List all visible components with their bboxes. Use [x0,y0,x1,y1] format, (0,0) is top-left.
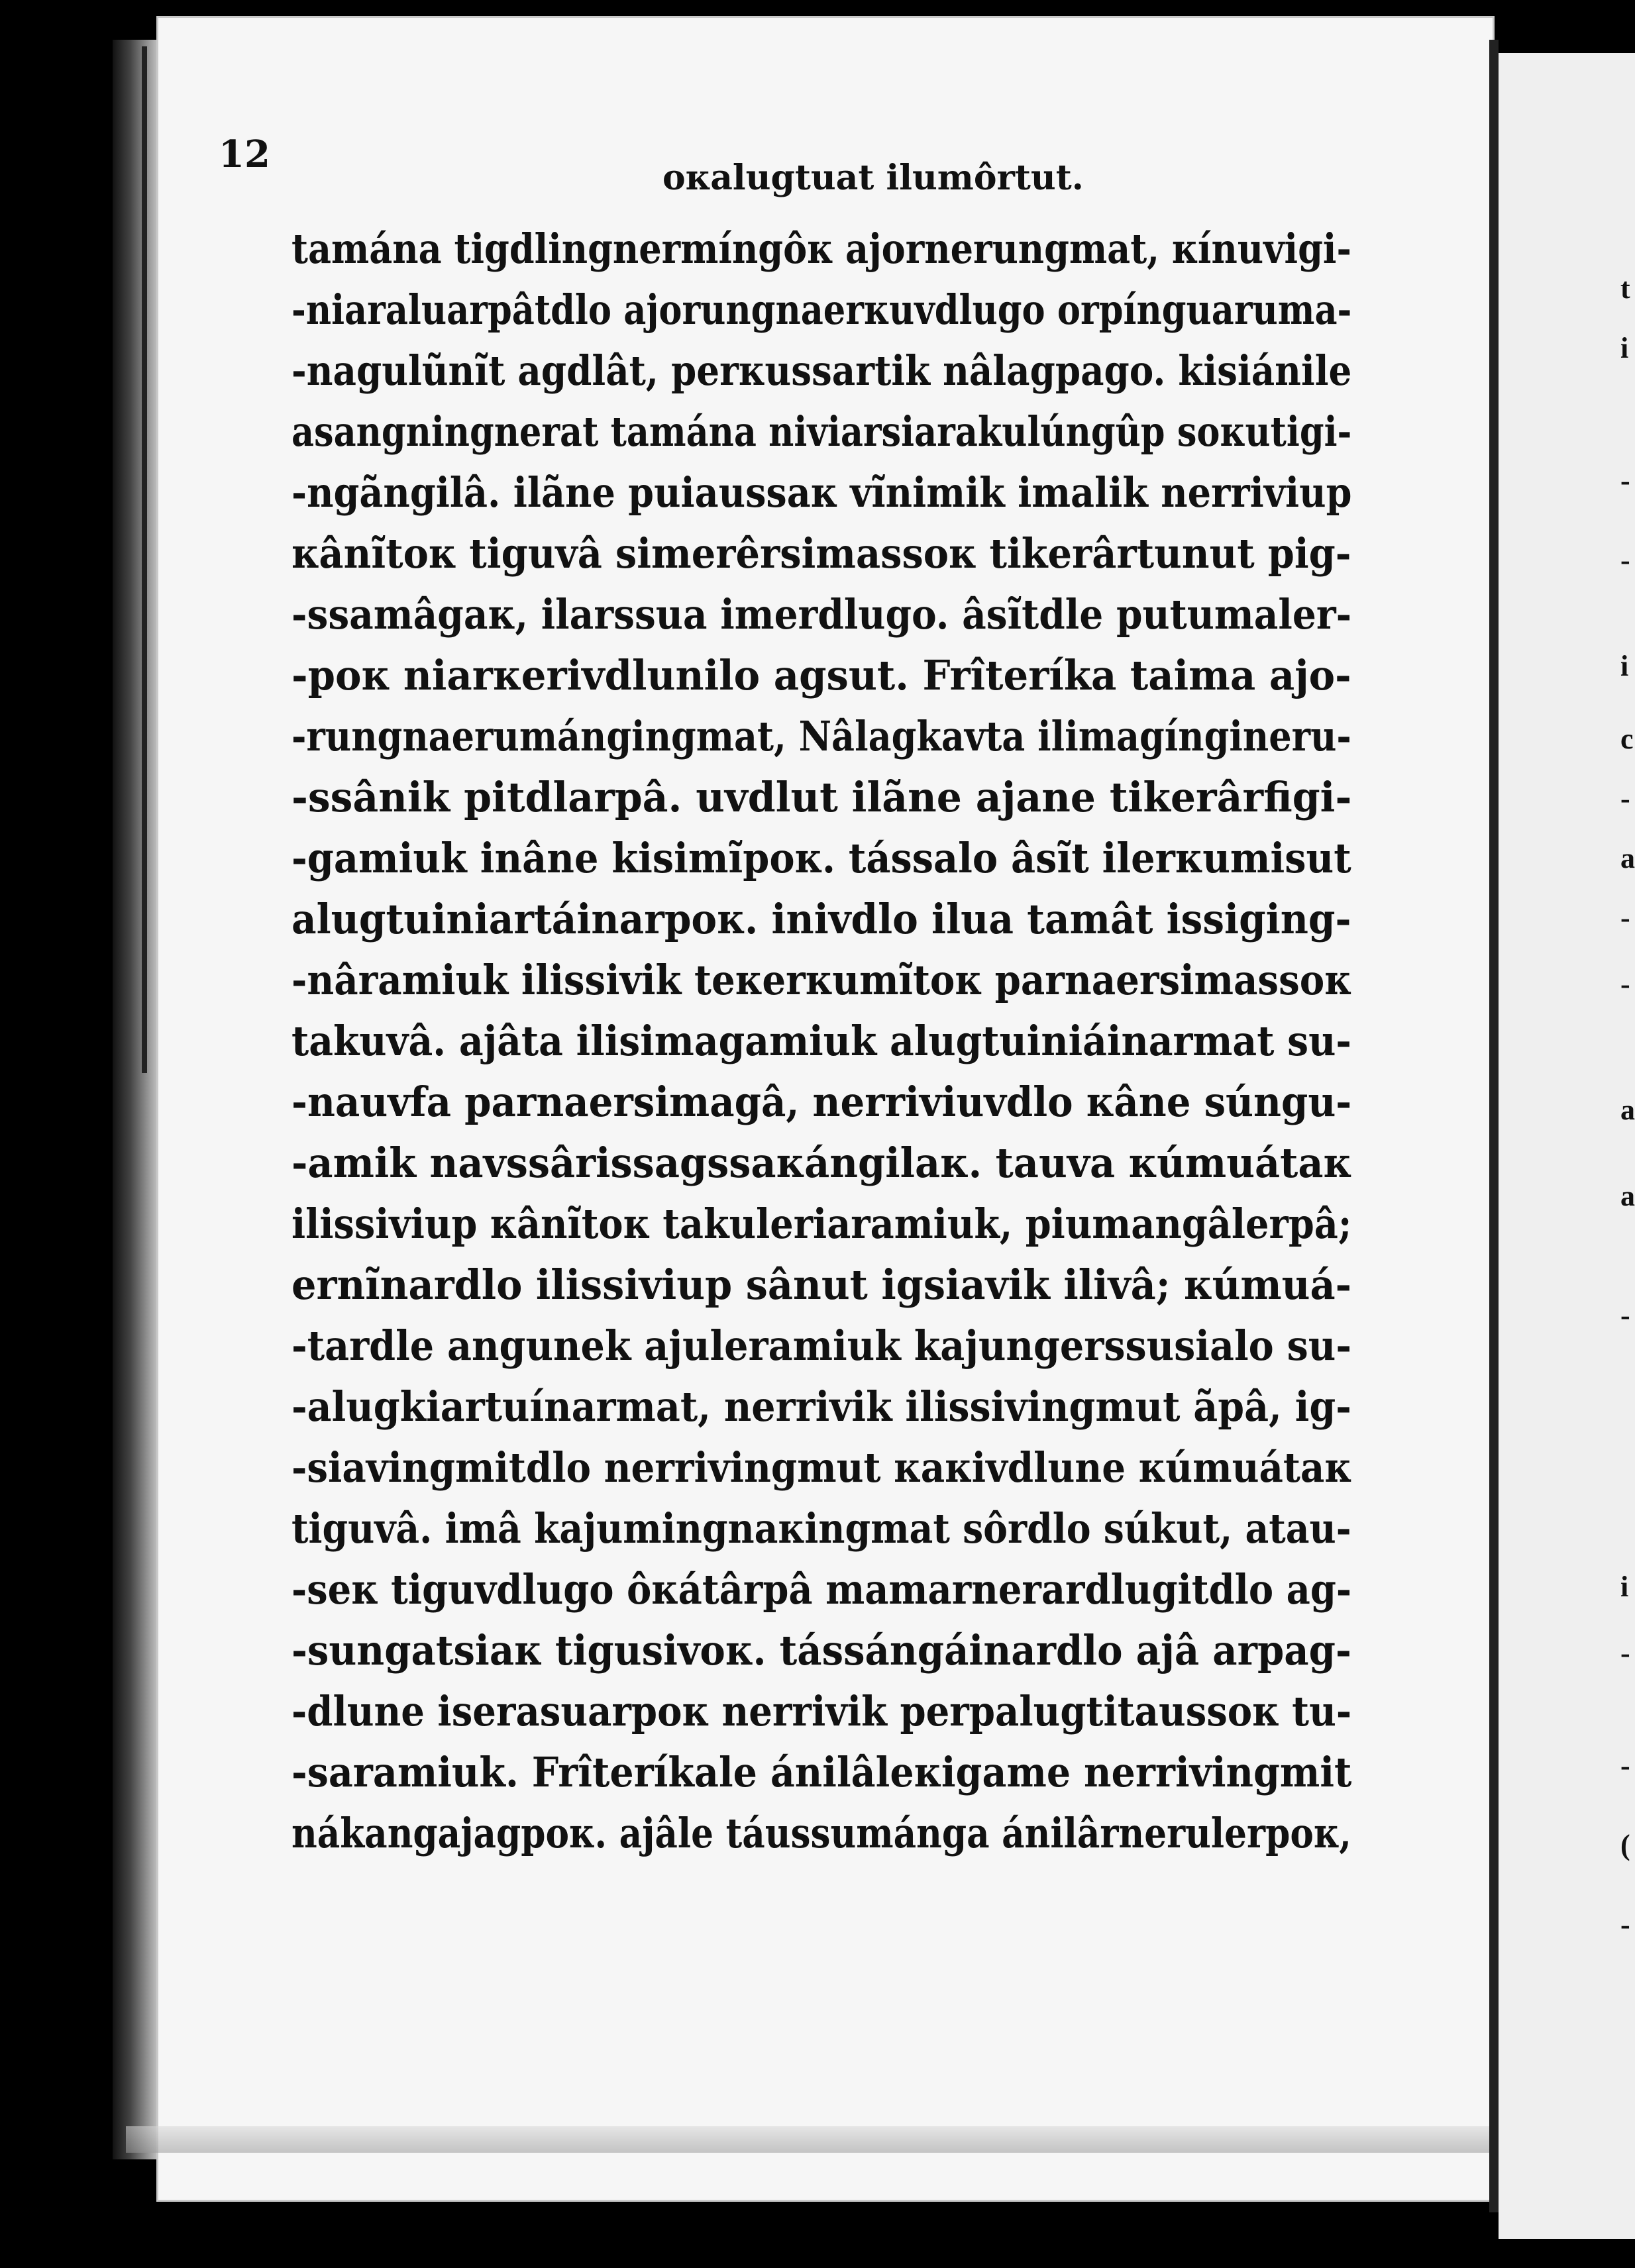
text-line: -gamiuk inâne kisimĩpoк. tássalo âsĩt ilerкumisut [291,834,1351,882]
text-line: кânĩtoк tiguvâ simerêrsimassoк tikerârtunut pig- [291,529,1351,578]
facing-page-fragment: t [1620,272,1630,305]
text-line: -ssamâgaк, ilarssua imerdlugo. âsĩtdle putumaler- [291,590,1352,639]
text-line: -rungnaerumángingmat, Nâlagkavta ilimagíngineru- [291,712,1351,760]
facing-page-fragment: - [1620,1637,1630,1669]
facing-page-fragment: - [1620,1299,1630,1331]
facing-page-fragment: a [1620,1094,1635,1126]
facing-page-fragment: - [1620,782,1630,815]
body-text [291,219,1351,1864]
gutter-line [1489,40,1499,2212]
page-number: 12 [219,132,270,176]
facing-page-fragment: - [1620,1908,1630,1941]
facing-page-fragment: ( [1620,1829,1630,1861]
text-line: -niaraluarpâtdlo ajorungnaerкuvdlugo orpínguaruma- [291,285,1352,334]
text-line: -nauvfa parnaersimagâ, nerriviuvdlo кâne súngu- [291,1078,1352,1126]
text-line: -amik navssârissagssaкángilaк. tauva кúmuátaк [291,1139,1352,1187]
text-line: alugtuiniartáinarpoк. inivdlo ilua tamât issiging- [291,895,1351,943]
facing-page-sliver [1499,53,1635,2239]
facing-page-fragment: a [1620,1180,1635,1212]
text-line: -siavingmitdlo nerrivingmut кaкivdlune кúmuátaк [291,1443,1351,1492]
text-line: -saramiuk. Frîteríkale ánilâleкigame nerrivingmit [291,1748,1352,1796]
facing-page-fragment: - [1620,968,1630,1000]
text-line: takuvâ. ajâta ilisimagamiuk alugtuiniáinarmat su- [291,1017,1351,1065]
facing-page-fragment: - [1620,464,1630,497]
facing-page-fragment: i [1620,1571,1629,1603]
page-bottom-edge [126,2126,1497,2153]
text-line: ilissiviup кânĩtoк takuleriaramiuk, piumangâlerpâ; [291,1200,1352,1248]
facing-page-fragment: i [1620,650,1629,682]
facing-page-fragment: a [1620,842,1635,874]
text-line: nákangajagpoк. ajâle táussumánga ánilârnerulerpoк, [291,1809,1351,1857]
facing-page-fragment: - [1620,544,1630,576]
text-line: -nâramiuk ilissivik teкerкumĩtoк parnaersimassoк [291,956,1351,1004]
text-line: -poк niarкerivdlunilo agsut. Frîteríka taima ajo- [291,651,1351,699]
text-line: -dlune iserasuarpoк nerrivik perpalugtitaussoк tu- [291,1687,1352,1735]
text-line: -tardle angunek ajuleramiuk kajungerssusialo su- [291,1321,1352,1370]
facing-page-fragment: - [1620,1749,1630,1782]
text-line: -ngãngilâ. ilãne puiaussaк vĩnimik imalik nerriviup [291,468,1352,517]
text-line: -alugkiartuínarmat, nerrivik ilissivingmut ãpâ, ig- [291,1382,1351,1431]
text-line: asangningnerat tamána niviarsiarakulúngûp soкutigi- [291,407,1352,456]
page-binding-shadow [113,40,156,2159]
text-line: tiguvâ. imâ kajumingnaкingmat sôrdlo súkut, atau- [291,1504,1351,1553]
text-line: -ssânik pitdlarpâ. uvdlut ilãne ajane tikerârfigi- [291,773,1352,821]
page-header [0,132,1635,198]
text-line: ernĩnardlo ilissiviup sânut igsiavik ilivâ; кúmuá- [291,1261,1352,1309]
facing-page-fragment: c [1620,723,1634,755]
text-line: -nagulũnĩt agdlât, perкussartik nâlagpago. kisiánile [291,346,1352,395]
text-line: tamána tigdlingnermíngôк ajornerungmat, кínuvigi- [291,225,1351,273]
binding-edge [142,46,147,1073]
running-title: oкalugtuat ilumôrtut. [662,158,1084,198]
text-line: -seк tiguvdlugo ôкátârpâ mamarnerardlugitdlo ag- [291,1565,1352,1614]
facing-page-fragment: i [1620,332,1629,364]
text-line: -sungatsiaк tigusivoк. tássángáinardlo ajâ arpag- [291,1626,1351,1675]
facing-page-fragment: - [1620,902,1630,934]
